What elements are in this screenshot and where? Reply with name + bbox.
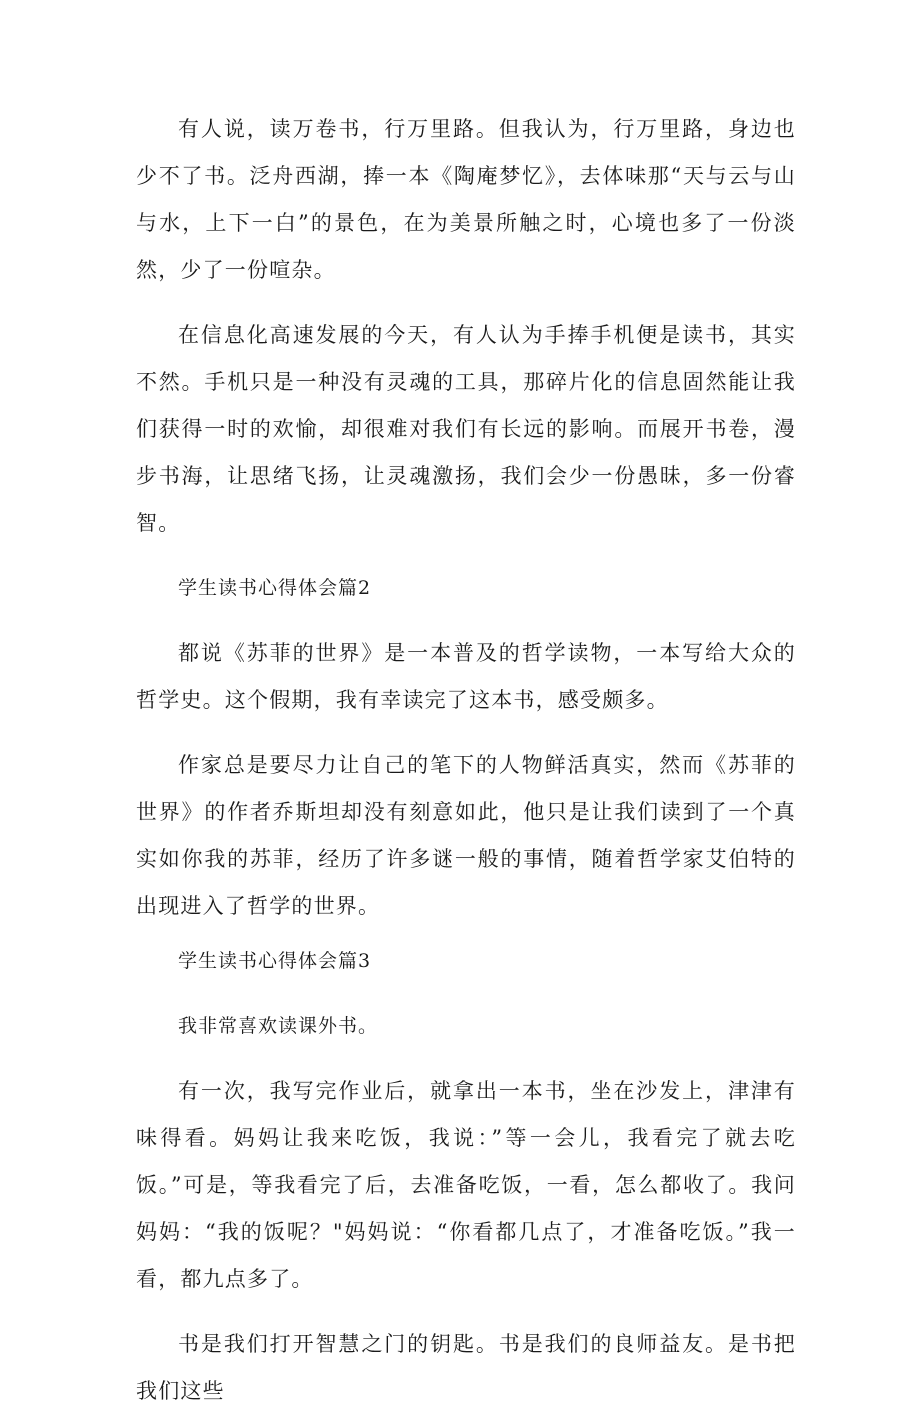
paragraph-gap <box>136 985 796 1003</box>
paragraph-gap <box>136 612 796 630</box>
paragraph-sophie-author: 作家总是要尽力让自己的笔下的人物鲜活真实，然而《苏菲的世界》的作者乔斯坦却没有刻意如此，他只是让我们读到了一个真实如你我的苏菲，经历了许多谜一般的事情，随着哲学家艾伯特的出现进入了哲学的世界。 <box>136 753 796 918</box>
paragraph-gap <box>136 294 796 312</box>
paragraph-travel-books: 有人说，读万卷书，行万里路。但我认为，行万里路，身边也少不了书。泛舟西湖，捧一本《陶庵梦忆》，去体味那“天与云与山与水，上下一白”的景色，在为美景所触之时，心境也多了一份淡然，少了一份喧杂。 <box>136 117 796 282</box>
section-heading-2: 学生读书心得体会篇2 <box>178 577 372 599</box>
paragraph-sophie-intro: 都说《苏菲的世界》是一本普及的哲学读物，一本写给大众的哲学史。这个假期，我有幸读完了这本书，感受颇多。 <box>136 641 796 712</box>
paragraph-gap <box>136 547 796 565</box>
paragraph-gap <box>136 1050 796 1068</box>
section-heading-3: 学生读书心得体会篇3 <box>178 950 372 972</box>
paragraph-gap <box>136 930 796 938</box>
document-body <box>136 106 796 1415</box>
paragraph-gap <box>136 1303 796 1321</box>
paragraph-books-key: 书是我们打开智慧之门的钥匙。书是我们的良师益友。是书把我们这些 <box>136 1332 796 1403</box>
paragraph-gap <box>136 724 796 742</box>
paragraph-phone-reading: 在信息化高速发展的今天，有人认为手捧手机便是读书，其实不然。手机只是一种没有灵魂的工具，那碎片化的信息固然能让我们获得一时的欢愉，却很难对我们有长远的影响。而展开书卷，漫步书海，让思绪飞扬，让灵魂激扬，我们会少一份愚昧，多一份睿智。 <box>136 323 796 535</box>
paragraph-love-books: 我非常喜欢读课外书。 <box>178 1015 379 1037</box>
paragraph-dinner-story: 有一次，我写完作业后，就拿出一本书，坐在沙发上，津津有味得看。妈妈让我来吃饭，我说：”等一会儿，我看完了就去吃饭。”可是，等我看完了后，去准备吃饭，一看，怎么都收了。我问妈妈：“我的饭呢？"妈妈说：“你看都几点了，才准备吃饭。”我一看，都九点多了。 <box>136 1079 796 1291</box>
